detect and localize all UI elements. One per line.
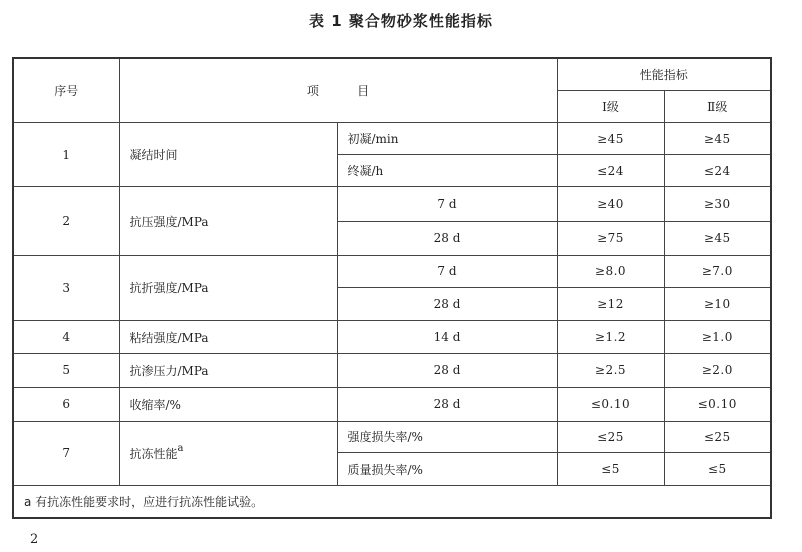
table-row (13, 122, 771, 154)
row-grade-1-value: ≤5 (557, 452, 664, 485)
header-performance: 性能指标 (557, 58, 771, 90)
row-subitem: 28 d (337, 354, 557, 387)
row-grade-2-value: ≥30 (664, 187, 771, 221)
row-grade-1-value: ≥75 (557, 221, 664, 255)
row-grade-2-value: ≥2.0 (664, 354, 771, 387)
row-grade-2-value: ≥45 (664, 122, 771, 154)
row-grade-1-value: ≤24 (557, 155, 664, 187)
row-item: 抗冻性能 (129, 446, 178, 461)
footnote: a 有抗冻性能要求时，应进行抗冻性能试验。 (13, 486, 771, 518)
row-grade-2-value: ≥7.0 (664, 255, 771, 287)
row-subitem: 初凝/min (337, 122, 557, 154)
table-row (13, 421, 771, 452)
row-grade-2-value: ≤24 (664, 155, 771, 187)
row-seq: 6 (13, 387, 119, 421)
row-grade-1-value: ≥40 (557, 187, 664, 221)
footnote-row (13, 486, 771, 518)
row-grade-2-value: ≥10 (664, 287, 771, 320)
row-seq: 1 (13, 122, 119, 186)
row-item: 抗渗压力/MPa (119, 354, 337, 387)
row-grade-2-value: ≤5 (664, 452, 771, 485)
row-subitem: 28 d (337, 221, 557, 255)
row-item: 抗压强度/MPa (119, 187, 337, 255)
row-subitem: 14 d (337, 321, 557, 354)
row-seq: 5 (13, 354, 119, 387)
row-grade-1-value: ≥2.5 (557, 354, 664, 387)
row-item: 粘结强度/MPa (119, 321, 337, 354)
row-item: 抗折强度/MPa (119, 255, 337, 320)
table-title: 表 1 聚合物砂浆性能指标 (309, 12, 493, 30)
row-grade-1-value: ≤0.10 (557, 387, 664, 421)
header-grade-1: Ⅰ级 (557, 90, 664, 122)
row-item: 凝结时间 (119, 122, 337, 186)
header-grade-2: Ⅱ级 (664, 90, 771, 122)
row-subitem: 终凝/h (337, 155, 557, 187)
row-seq: 2 (13, 187, 119, 255)
row-subitem: 质量损失率/% (337, 452, 557, 485)
row-grade-2-value: ≥1.0 (664, 321, 771, 354)
table-row (13, 255, 771, 287)
row-subitem: 7 d (337, 255, 557, 287)
row-subitem: 28 d (337, 387, 557, 421)
row-grade-1-value: ≥12 (557, 287, 664, 320)
header-item: 项 目 (119, 58, 557, 122)
header-row-1 (13, 58, 771, 90)
row-item-cell (119, 421, 337, 485)
table-row (13, 387, 771, 421)
page-number: 2 (30, 532, 39, 547)
performance-table (12, 57, 772, 519)
row-grade-2-value: ≥45 (664, 221, 771, 255)
row-subitem: 强度损失率/% (337, 421, 557, 452)
table-row (13, 187, 771, 221)
row-grade-2-value: ≤25 (664, 421, 771, 452)
row-item: 收缩率/% (119, 387, 337, 421)
footnote-marker: a (177, 442, 184, 454)
row-grade-2-value: ≤0.10 (664, 387, 771, 421)
table-row (13, 321, 771, 354)
row-seq: 7 (13, 421, 119, 485)
header-seq: 序号 (13, 58, 119, 122)
row-grade-1-value: ≤25 (557, 421, 664, 452)
row-subitem: 7 d (337, 187, 557, 221)
row-seq: 4 (13, 321, 119, 354)
table-row (13, 354, 771, 387)
row-grade-1-value: ≥8.0 (557, 255, 664, 287)
row-grade-1-value: ≥1.2 (557, 321, 664, 354)
row-subitem: 28 d (337, 287, 557, 320)
row-grade-1-value: ≥45 (557, 122, 664, 154)
row-seq: 3 (13, 255, 119, 320)
